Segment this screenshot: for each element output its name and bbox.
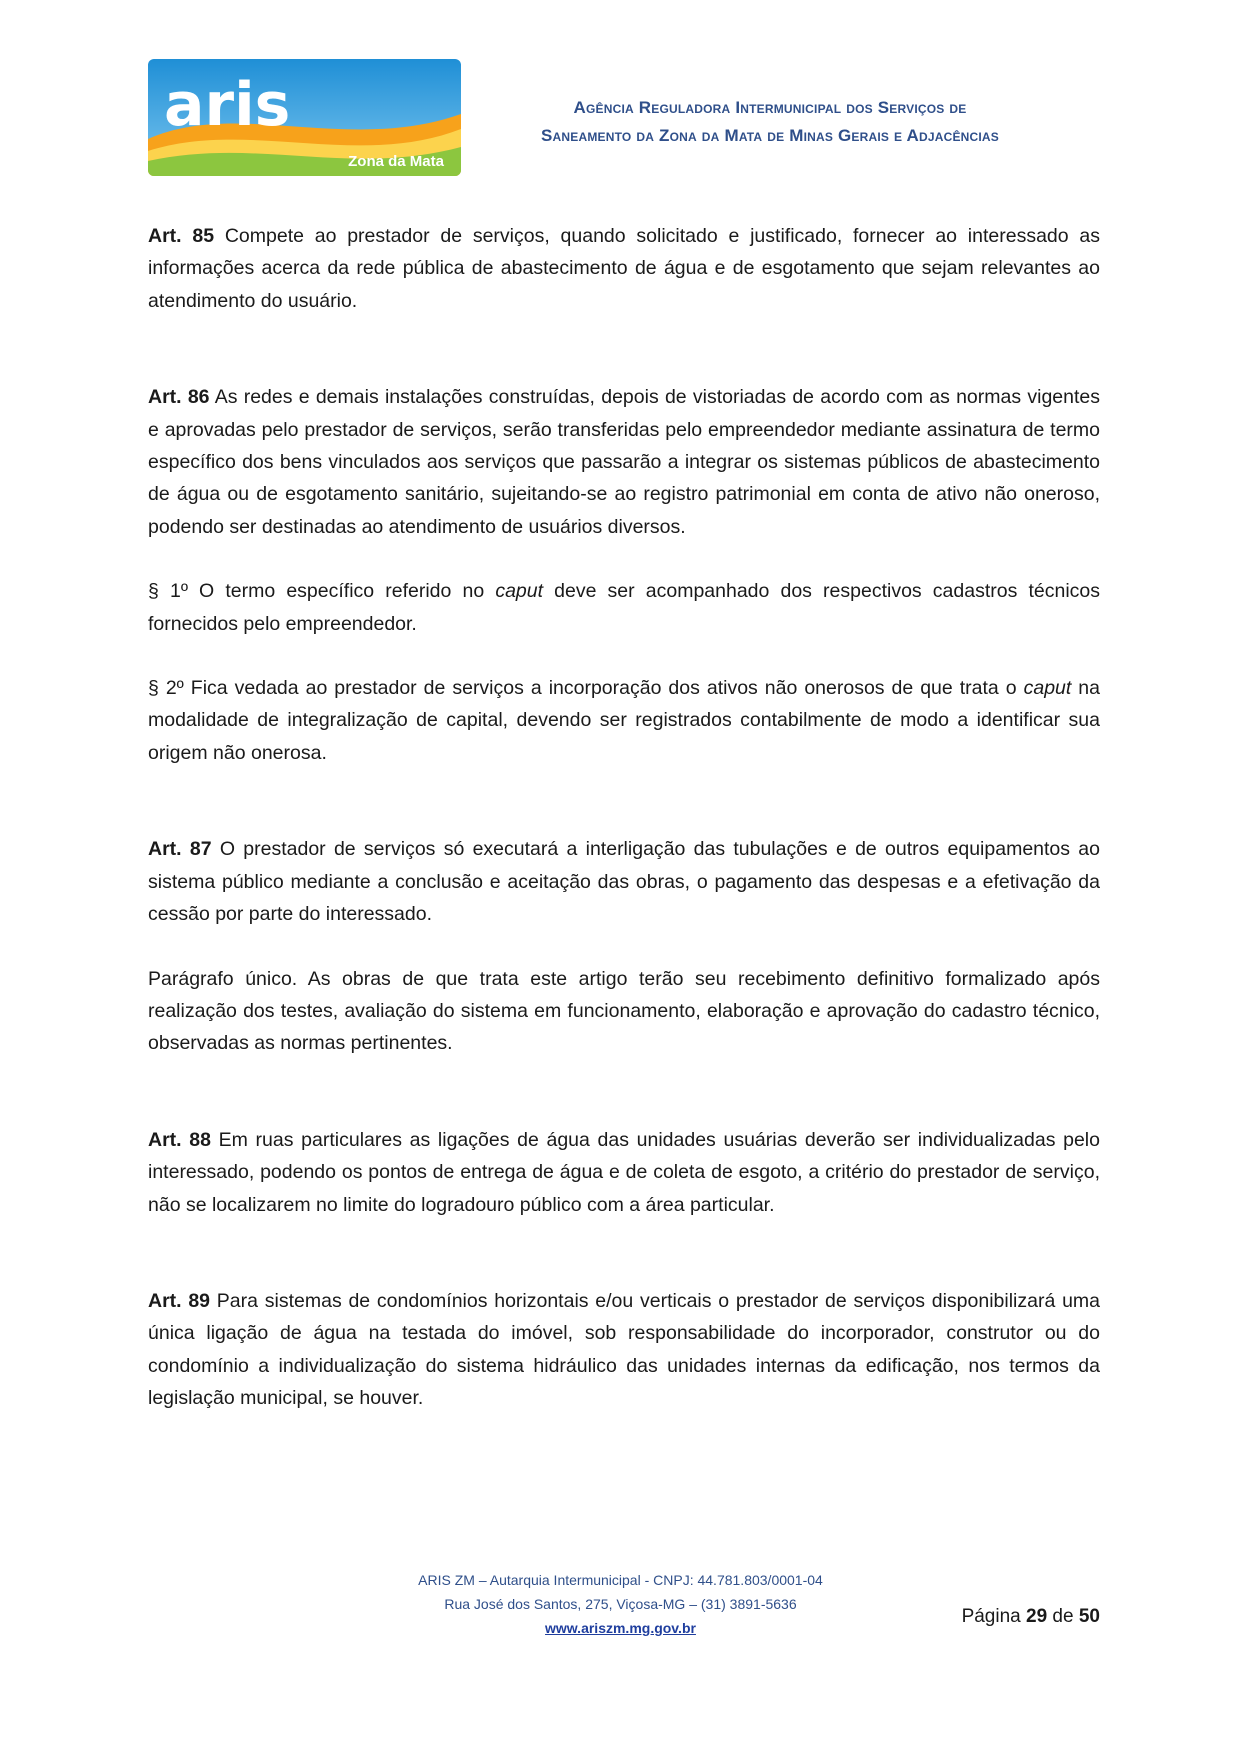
article-86-label: Art. 86 xyxy=(148,386,210,409)
header-title-line1: Agência Reguladora Intermunicipal dos Serviços de xyxy=(573,98,967,117)
paragraph-2-text-a: § 2º Fica vedada ao prestador de serviços a incorporação dos ativos não onerosos de que trata o xyxy=(148,677,1024,700)
document-body xyxy=(148,220,1100,1415)
aris-logo xyxy=(148,59,461,176)
footer-line2: Rua José dos Santos, 275, Viçosa-MG – (31) 3891-5636 xyxy=(444,1596,797,1612)
article-87-text: O prestador de serviços só executará a interligação das tubulações e de outros equipamentos ao sistema público mediante a conclusão e aceitação das obras, o pagamento das despesas e a efetivação da cessão por parte do interessado. xyxy=(148,838,1100,926)
paragraph-1-italic: caput xyxy=(495,580,544,603)
page-footer xyxy=(0,1568,1241,1640)
footer-website-link[interactable]: www.ariszm.mg.gov.br xyxy=(545,1620,696,1636)
article-86-text: As redes e demais instalações construídas, depois de vistoriadas de acordo com as normas vigentes e aprovadas pelo prestador de serviços, serão transferidas pelo empreendedor mediante assinatura de termo específico dos bens vinculados aos serviços que passarão a integrar os sistemas públicos de abastecimento de água ou de esgotamento sanitário, sujeitando-se ao registro patrimonial em conta de ativo não oneroso, podendo ser destinadas ao atendimento de usuários diversos. xyxy=(148,386,1100,538)
article-86-paragraph-2 xyxy=(148,672,1100,769)
aris-logo-graphic xyxy=(148,59,461,176)
article-85-text: Compete ao prestador de serviços, quando solicitado e justificado, fornecer ao interessado as informações acerca da rede pública de abastecimento de água e de esgotamento que sejam relevantes ao atendimento do usuário. xyxy=(148,225,1100,312)
logo-wordmark: aris xyxy=(164,70,291,140)
paragraph-2-text-b: na modalidade de integralização de capital, devendo ser registrados contabilmente de modo a identificar sua origem não onerosa. xyxy=(148,677,1100,764)
article-88 xyxy=(148,1124,1100,1221)
page-number-separator: de xyxy=(1047,1606,1079,1627)
page-number-total: 50 xyxy=(1078,1606,1100,1627)
footer-line1: ARIS ZM – Autarquia Intermunicipal - CNPJ: 44.781.803/0001-04 xyxy=(418,1572,823,1588)
article-87-label: Art. 87 xyxy=(148,838,212,861)
article-85 xyxy=(148,220,1100,317)
article-86 xyxy=(148,381,1100,543)
logo-subtitle: Zona da Mata xyxy=(348,153,444,170)
header-title xyxy=(500,94,1040,150)
article-87-sole-paragraph: Parágrafo único. As obras de que trata este artigo terão seu recebimento definitivo formalizado após realização dos testes, avaliação do sistema em funcionamento, elaboração e aprovação do cadastro técnico, observadas as normas pertinentes. xyxy=(148,967,1100,1055)
article-89 xyxy=(148,1285,1100,1415)
article-85-label: Art. 85 xyxy=(148,225,215,247)
header-title-line2: Saneamento da Zona da Mata de Minas Gerais e Adjacências xyxy=(541,126,999,145)
paragraph-2-italic: caput xyxy=(1023,677,1072,700)
page-number-prefix: Página xyxy=(961,1606,1027,1627)
article-88-text: Em ruas particulares as ligações de água das unidades usuárias deverão ser individualizadas pelo interessado, podendo os pontos de entrega de água e de coleta de esgoto, a critério do prestador de serviço, não se localizarem no limite do logradouro público com a área particular. xyxy=(148,1128,1100,1216)
paragraph-1-text-a: § 1º O termo específico referido no xyxy=(148,580,496,603)
article-86-paragraph-1 xyxy=(148,575,1100,640)
article-88-label: Art. 88 xyxy=(148,1128,211,1151)
article-89-text: Para sistemas de condomínios horizontais e/ou verticais o prestador de serviços disponibilizará uma única ligação de água na testada do imóvel, sob responsabilidade do incorporador, construtor ou do condomínio a individualização do sistema hidráulico das unidades internas da edificação, nos termos da legislação municipal, se houver. xyxy=(148,1289,1100,1410)
page-number-current: 29 xyxy=(1026,1606,1048,1627)
paragraph-1-text-b: deve ser acompanhado dos respectivos cadastros técnicos fornecidos pelo empreendedor. xyxy=(148,580,1100,635)
page-number xyxy=(962,1606,1100,1628)
article-89-label: Art. 89 xyxy=(148,1289,211,1312)
article-87 xyxy=(148,833,1100,930)
